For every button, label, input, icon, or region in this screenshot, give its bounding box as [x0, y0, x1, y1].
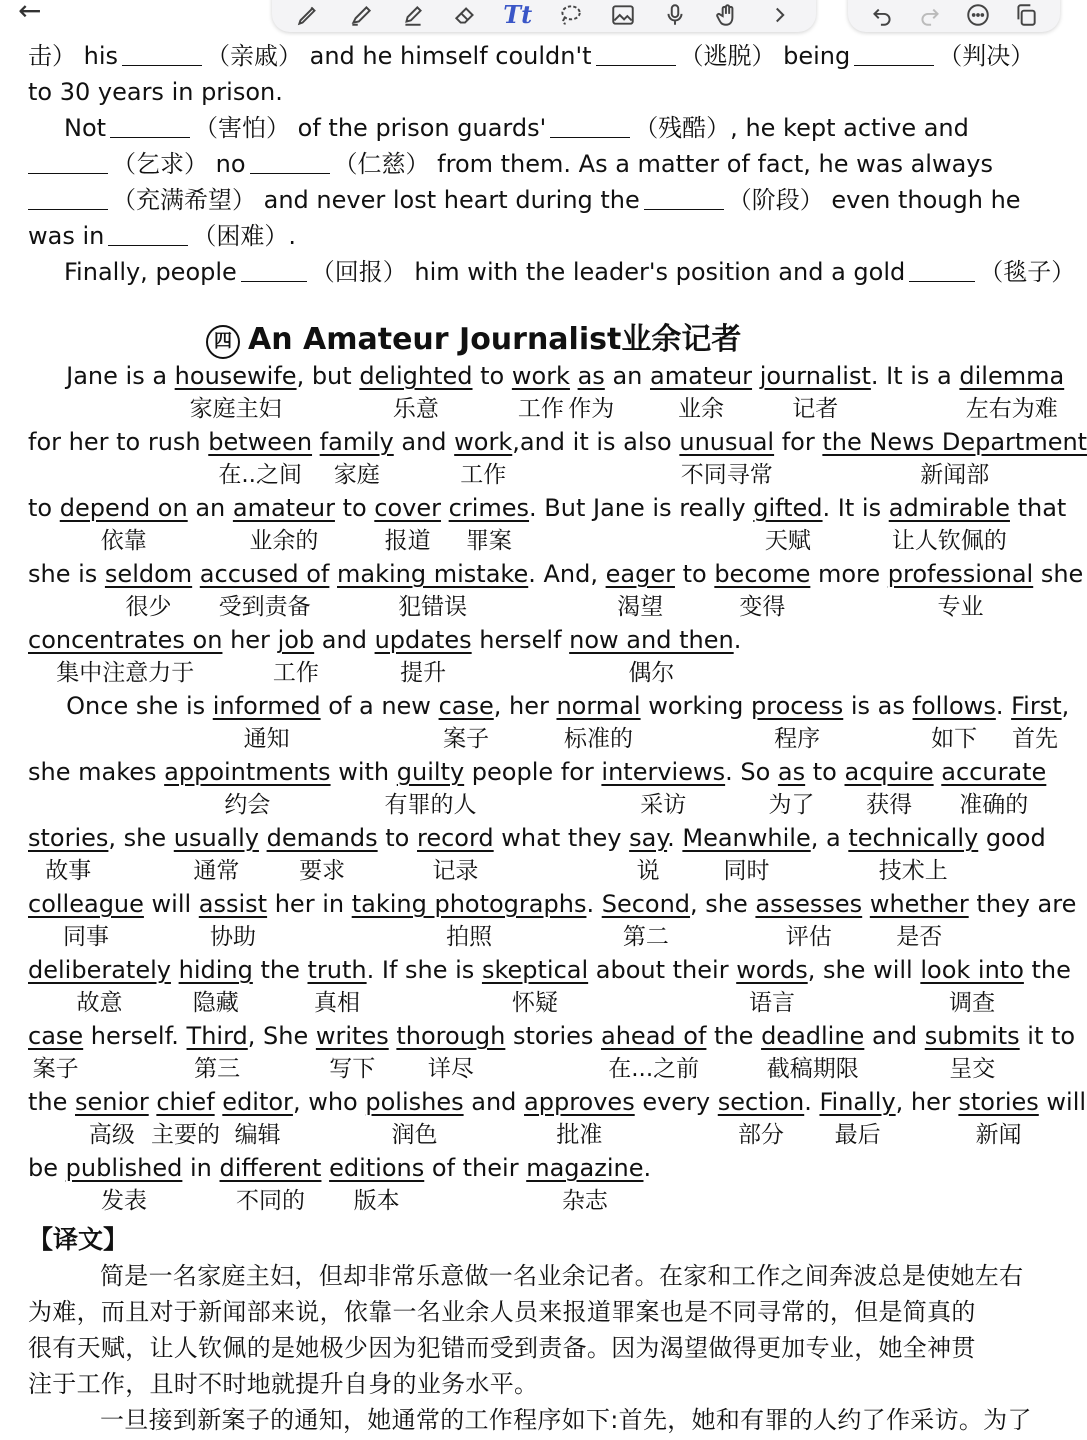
- vocab-gloss: 罪案: [465, 528, 512, 554]
- vocab-word: truth: [307, 956, 367, 984]
- vocab-word: words: [736, 956, 808, 984]
- vocab-gloss: 受到责备: [218, 594, 311, 620]
- vocab-gloss-line: [28, 723, 1058, 756]
- vocab-gloss: 真相: [314, 990, 361, 1016]
- vocab-english-line: stories, she usually demands to record what they say. Meanwhile, a technically good: [28, 824, 1046, 852]
- vocab-word: whether: [869, 890, 969, 918]
- vocab-word: record: [417, 824, 494, 852]
- answer-blank[interactable]: [250, 151, 330, 174]
- vocab-gloss-line: [28, 657, 1058, 690]
- drawing-tools: [272, 0, 816, 32]
- vocab-word: follows: [912, 692, 996, 720]
- vocab-gloss-line: [28, 525, 1058, 558]
- vocab-word: family: [319, 428, 394, 456]
- vocab-gloss: 工作: [460, 462, 507, 488]
- vocab-gloss: 作为: [568, 396, 615, 422]
- copy-icon[interactable]: [1009, 1, 1043, 29]
- vocab-word: First: [1011, 692, 1062, 720]
- vocab-word: between: [208, 428, 313, 456]
- vocab-gloss: 业余的: [249, 528, 319, 554]
- vocab-gloss: 准确的: [959, 792, 1029, 818]
- vocab-gloss-line: [28, 855, 1058, 888]
- vocab-english-line: deliberately hiding the truth. If she is skeptical about their words, she will look into the: [28, 956, 1071, 984]
- vocab-word: gifted: [753, 494, 823, 522]
- vocab-word: making mistake: [337, 560, 529, 588]
- translation-line: 很有天赋，让人钦佩的是她极少因为犯错而受到责备。因为渴望做得更加专业，她全神贯: [28, 1334, 976, 1362]
- vocab-gloss: 隐藏: [192, 990, 239, 1016]
- vocab-word: senior: [75, 1088, 149, 1116]
- document-page: [28, 38, 1087, 1438]
- vocab-word: as: [577, 362, 605, 390]
- vocab-gloss: 为了: [768, 792, 815, 818]
- vocab-gloss: 技术上: [878, 858, 948, 884]
- image-icon[interactable]: [606, 1, 640, 29]
- vocab-word: the News Department: [822, 428, 1087, 456]
- vocab-gloss: 怀疑: [512, 990, 559, 1016]
- vocab-english-line: case herself. Third, She writes thorough stories ahead of the deadline and submits it to: [28, 1022, 1076, 1050]
- vocab-english-line: she makes appointments with guilty people for interviews. So as to acquire accurate: [28, 758, 1047, 786]
- vocab-gloss: 很少: [125, 594, 172, 620]
- vocab-gloss: 案子: [32, 1056, 79, 1082]
- translation-line: 为难，而且对于新闻部来说，依靠一名业余人员来报道罪案也是不同寻常的，但是简真的: [28, 1298, 976, 1326]
- vocab-english-line: she is seldom accused of making mistake. And, eager to become more professional she: [28, 560, 1084, 588]
- pen-icon[interactable]: [291, 1, 325, 29]
- vocab-english-line: to depend on an amateur to cover crimes. But Jane is really gifted. It is admirable that: [28, 494, 1067, 522]
- vocab-gloss: 调查: [949, 990, 996, 1016]
- answer-blank[interactable]: [122, 43, 202, 66]
- vocab-word: delighted: [359, 362, 473, 390]
- vocab-gloss: 首先: [1012, 726, 1058, 752]
- vocab-word: technically: [848, 824, 979, 852]
- vocab-english-line: Once she is informed of a new case, her normal working process is as follows. First,: [28, 692, 1070, 720]
- vocab-english-line: Jane is a housewife, but delighted to work as an amateur journalist. It is a dilemma: [28, 362, 1065, 390]
- vocab-gloss: 偶尔: [628, 660, 675, 686]
- vocab-word: seldom: [104, 560, 193, 588]
- lasso-icon[interactable]: [553, 1, 587, 29]
- vocab-gloss: 通常: [193, 858, 240, 884]
- vocab-gloss: 变得: [739, 594, 786, 620]
- vocab-english-line: the senior chief editor, who polishes and approves every section. Finally, her stories will: [28, 1088, 1087, 1116]
- vocab-word: submits: [924, 1022, 1020, 1050]
- vocab-word: writes: [315, 1022, 389, 1050]
- vocab-gloss: 如下: [931, 726, 978, 752]
- vocab-word: usually: [173, 824, 259, 852]
- vocab-gloss: 天赋: [764, 528, 811, 554]
- vocab-word: case: [28, 1022, 84, 1050]
- vocab-word: housewife: [174, 362, 297, 390]
- vocab-word: magazine: [526, 1154, 644, 1182]
- vocab-word: Second: [601, 890, 691, 918]
- vocab-word: deliberately: [28, 956, 171, 984]
- vocab-word: section: [717, 1088, 805, 1116]
- vocab-word: process: [751, 692, 844, 720]
- vocab-word: work: [454, 428, 513, 456]
- vocab-word: dilemma: [959, 362, 1065, 390]
- vocab-gloss: 记者: [792, 396, 839, 422]
- vocab-gloss: 工作: [272, 660, 319, 686]
- vocab-gloss: 评估: [785, 924, 832, 950]
- vocab-gloss: 主要的: [151, 1122, 220, 1148]
- vocab-word: normal: [556, 692, 641, 720]
- vocab-gloss: 在...之前: [608, 1056, 700, 1082]
- vocab-gloss: 在..之间: [218, 462, 302, 488]
- answer-blank[interactable]: [550, 115, 630, 138]
- vocab-word: taking photographs: [351, 890, 587, 918]
- back-button[interactable]: ←: [18, 0, 42, 27]
- vocab-word: work: [511, 362, 570, 390]
- vocab-word: appointments: [164, 758, 331, 786]
- vocab-gloss: 批准: [556, 1122, 603, 1148]
- vocab-gloss: 要求: [299, 858, 346, 884]
- vocab-word: become: [714, 560, 811, 588]
- vocab-gloss: 不同的: [235, 1188, 305, 1214]
- section-number: 四: [206, 325, 240, 359]
- vocab-gloss: 不同寻常: [680, 462, 773, 488]
- vocab-gloss-line: [28, 987, 1058, 1020]
- vocab-english-line: for her to rush between family and work,and it is also unusual for the News Department: [28, 428, 1087, 456]
- vocab-gloss: 拍照: [446, 924, 493, 950]
- vocab-word: amateur: [650, 362, 753, 390]
- vocab-word: journalist: [759, 362, 871, 390]
- vocab-word: unusual: [679, 428, 775, 456]
- vocab-english-line: be published in different editions of their magazine.: [28, 1154, 652, 1182]
- vocab-word: chief: [156, 1088, 215, 1116]
- exercise-line: （充满希望） and never lost heart during the （阶段） even though he: [28, 182, 1058, 218]
- answer-blank[interactable]: [854, 43, 934, 66]
- vocab-gloss-line: [28, 789, 1058, 822]
- vocab-word: stories: [28, 824, 109, 852]
- vocab-gloss-line: [28, 1119, 1058, 1152]
- vocab-gloss: 新闻部: [920, 462, 990, 488]
- vocab-gloss: 约会: [224, 792, 271, 818]
- vocab-gloss: 写下: [329, 1056, 376, 1082]
- vocab-word: updates: [374, 626, 472, 654]
- eraser-icon[interactable]: [448, 1, 482, 29]
- vocab-gloss: 编辑: [234, 1122, 281, 1148]
- section-heading: [206, 320, 1058, 360]
- vocab-gloss: 高级: [88, 1122, 135, 1148]
- vocab-word: accurate: [941, 758, 1047, 786]
- vocab-gloss: 语言: [748, 990, 795, 1016]
- vocab-gloss: 同事: [62, 924, 109, 950]
- toolbar: [0, 0, 1080, 38]
- vocab-gloss: 故意: [76, 990, 123, 1016]
- vocab-word: crimes: [448, 494, 530, 522]
- vocab-gloss: 依靠: [100, 528, 147, 554]
- vocab-word: say: [629, 824, 668, 852]
- vocab-gloss: 记录: [432, 858, 479, 884]
- vocab-gloss-line: [28, 921, 1058, 954]
- vocab-word: amateur: [232, 494, 335, 522]
- vocab-word: Third: [186, 1022, 248, 1050]
- vocab-word: eager: [605, 560, 675, 588]
- vocab-word: demands: [266, 824, 378, 852]
- vocab-word: acquire: [844, 758, 934, 786]
- vocab-gloss: 专业: [937, 594, 984, 620]
- translation-line: 简是一名家庭主妇，但却非常乐意做一名业余记者。在家和工作之间奔波总是使她左右: [100, 1262, 1024, 1290]
- answer-blank[interactable]: [28, 187, 108, 210]
- vocab-word: Meanwhile: [682, 824, 811, 852]
- vocab-gloss: 渴望: [617, 594, 664, 620]
- vocab-word: case: [438, 692, 494, 720]
- vocab-english-line: concentrates on her job and updates herself now and then.: [28, 626, 742, 654]
- vocab-gloss: 部分: [737, 1122, 784, 1148]
- vocab-gloss: 是否: [896, 924, 943, 950]
- vocab-gloss-line: [28, 1185, 1058, 1218]
- exercise-line: was in （困难）.: [28, 222, 296, 250]
- vocab-word: published: [65, 1154, 183, 1182]
- vocab-word: look into: [920, 956, 1024, 984]
- vocab-word: polishes: [365, 1088, 464, 1116]
- vocab-word: ahead of: [601, 1022, 707, 1050]
- vocab-word: professional: [887, 560, 1034, 588]
- hand-icon[interactable]: [710, 1, 744, 29]
- vocab-word: Finally: [819, 1088, 896, 1116]
- vocab-word: job: [277, 626, 315, 654]
- vocab-word: informed: [212, 692, 321, 720]
- translation-heading: 【译文】: [28, 1225, 129, 1254]
- vocab-gloss: 故事: [45, 858, 92, 884]
- more-icon[interactable]: [961, 1, 995, 29]
- vocab-word: admirable: [888, 494, 1010, 522]
- vocab-word: depend on: [59, 494, 188, 522]
- vocab-word: accused of: [199, 560, 330, 588]
- answer-blank[interactable]: [241, 259, 307, 282]
- translation-line: 一旦接到新案子的通知，她通常的工作程序如下:首先，她和有罪的人约了作采访。为了: [100, 1406, 1032, 1434]
- vocab-gloss: 标准的: [564, 726, 634, 752]
- vocab-gloss: 有罪的人: [384, 792, 477, 818]
- vocab-gloss: 程序: [774, 726, 821, 752]
- exercise-line: Finally, people （回报） him with the leader's position and a gold （毯子）: [64, 258, 1076, 286]
- exercise-line: to 30 years in prison.: [28, 78, 283, 106]
- vocab-gloss: 乐意: [392, 396, 439, 422]
- answer-blank[interactable]: [644, 187, 724, 210]
- section-title: An Amateur Journalist业余记者: [248, 322, 742, 357]
- vocab-word: guilty: [396, 758, 465, 786]
- vocab-gloss: 最后: [834, 1122, 881, 1148]
- vocab-gloss: 协助: [209, 924, 256, 950]
- vocab-gloss: 通知: [243, 726, 290, 752]
- vocab-gloss: 让人钦佩的: [891, 528, 1007, 554]
- vocab-word: hiding: [178, 956, 253, 984]
- vocab-english-line: colleague will assist her in taking photographs. Second, she assesses whether they are: [28, 890, 1077, 918]
- history-tools: [848, 0, 1060, 32]
- vocab-gloss: 犯错误: [398, 594, 468, 620]
- vocab-gloss: 新闻: [975, 1122, 1022, 1148]
- vocab-gloss: 报道: [384, 528, 431, 554]
- vocab-word: thorough: [396, 1022, 506, 1050]
- exercise-line: Not （害怕） of the prison guards' （残酷）, he kept active and: [64, 114, 969, 142]
- vocab-gloss: 采访: [640, 792, 687, 818]
- exercise-passage: [28, 38, 1076, 290]
- marker-icon[interactable]: [396, 1, 430, 29]
- vocab-gloss: 同时: [723, 858, 770, 884]
- answer-blank[interactable]: [108, 223, 188, 246]
- exercise-line: 击） his （亲戚） and he himself couldn't （逃脱） being （判决）: [28, 42, 1035, 70]
- vocab-gloss: 说: [636, 858, 660, 884]
- vocab-word: as: [777, 758, 806, 786]
- answer-blank[interactable]: [28, 151, 108, 174]
- vocab-word: approves: [524, 1088, 635, 1116]
- vocab-word: stories: [958, 1088, 1039, 1116]
- vocab-word: different: [219, 1154, 322, 1182]
- vocab-gloss: 第二: [622, 924, 669, 950]
- vocab-gloss: 呈交: [949, 1056, 996, 1082]
- vocab-word: editions: [329, 1154, 425, 1182]
- vocab-word: assist: [198, 890, 268, 918]
- highlighter-icon[interactable]: [344, 1, 378, 29]
- answer-blank[interactable]: [596, 43, 676, 66]
- vocab-gloss-line: [28, 459, 1058, 492]
- vocab-word: assesses: [755, 890, 863, 918]
- translation-line: 注于工作，且时不时地就提升自身的业务水平。: [28, 1370, 539, 1398]
- vocab-word: colleague: [28, 890, 144, 918]
- vocab-gloss: 截稿期限: [766, 1056, 859, 1082]
- vocabulary-passage: [28, 360, 1087, 1218]
- exercise-line: （乞求） no （仁慈） from them. As a matter of fact, he was always: [28, 146, 1058, 182]
- vocab-gloss: 家庭: [333, 462, 380, 488]
- vocab-gloss: 版本: [353, 1188, 400, 1214]
- vocab-word: cover: [374, 494, 442, 522]
- vocab-gloss-line: [28, 1053, 1058, 1086]
- text-tool-icon[interactable]: Tt: [503, 0, 533, 29]
- answer-blank[interactable]: [110, 115, 190, 138]
- vocab-gloss: 案子: [443, 726, 490, 752]
- answer-blank[interactable]: [909, 259, 975, 282]
- vocab-gloss: 第三: [194, 1056, 241, 1082]
- microphone-icon[interactable]: [658, 1, 692, 29]
- vocab-gloss: 集中注意力于: [56, 660, 195, 686]
- vocab-gloss: 提升: [400, 660, 447, 686]
- vocab-word: concentrates on: [28, 626, 223, 654]
- vocab-gloss: 家庭主妇: [189, 396, 282, 422]
- redo-icon[interactable]: [913, 1, 947, 29]
- vocab-gloss: 左右为难: [965, 396, 1058, 422]
- vocab-gloss: 详尽: [427, 1056, 474, 1082]
- undo-icon[interactable]: [865, 1, 899, 29]
- vocab-gloss-line: [28, 591, 1058, 624]
- vocab-gloss: 业余: [678, 396, 725, 422]
- vocab-word: deadline: [761, 1022, 865, 1050]
- chevron-right-icon[interactable]: [763, 1, 797, 29]
- vocab-gloss: 工作: [517, 396, 564, 422]
- vocab-word: editor: [222, 1088, 293, 1116]
- vocab-gloss: 获得: [866, 792, 913, 818]
- vocab-gloss: 发表: [101, 1188, 147, 1214]
- translation-body: [28, 1258, 1058, 1438]
- vocab-gloss: 杂志: [561, 1188, 608, 1214]
- vocab-gloss-line: [28, 393, 1058, 426]
- vocab-gloss: 润色: [391, 1122, 438, 1148]
- vocab-word: interviews: [601, 758, 726, 786]
- vocab-word: skeptical: [481, 956, 589, 984]
- vocab-word: now and then: [569, 626, 734, 654]
